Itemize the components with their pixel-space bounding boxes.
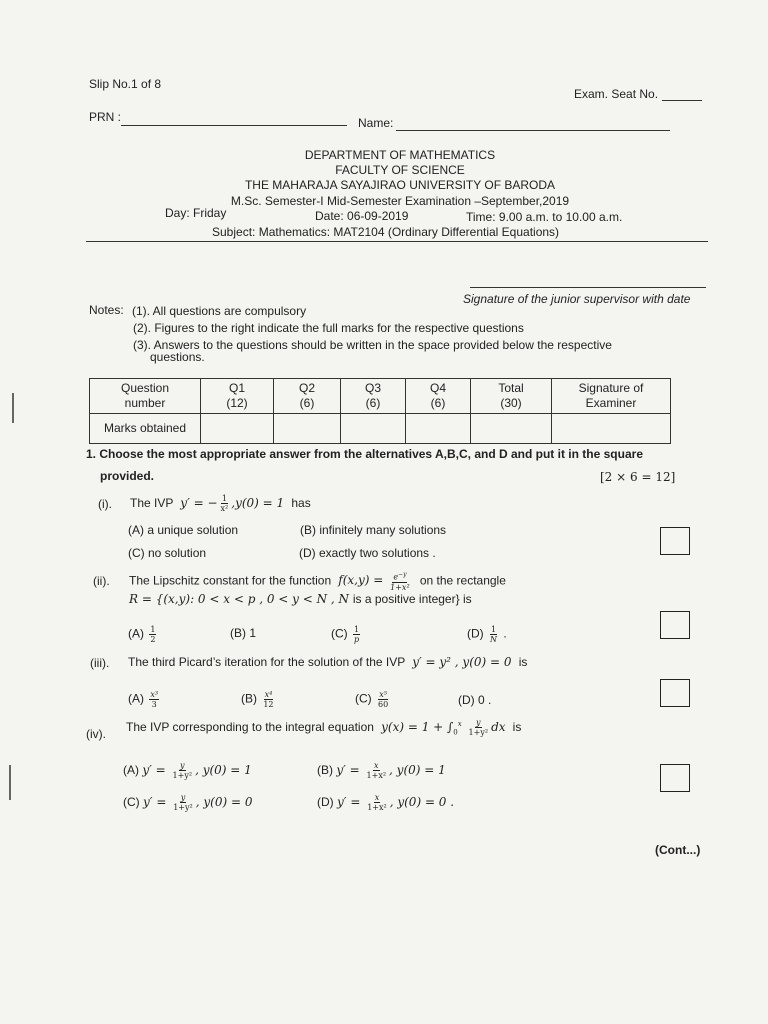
- exam-subject: Subject: Mathematics: MAT2104 (Ordinary Differential Equations): [212, 225, 560, 239]
- qiii-number: (iii).: [90, 656, 110, 670]
- note-1: (1). All questions are compulsory: [132, 304, 307, 318]
- qiii-answer-box[interactable]: [660, 679, 690, 707]
- qi-option-b: (B) infinitely many solutions: [300, 523, 447, 537]
- prn-label: PRN :: [89, 110, 122, 124]
- qiii-option-b: (B) $\frac{\text{x⁴}}{12}$: [241, 690, 274, 709]
- marks-q4-cell[interactable]: [406, 414, 471, 444]
- slip-number: Slip No.1 of 8: [89, 77, 162, 91]
- qiv-option-a: (A) y′ = $\frac{y}{\text{1+y²}}$ , y(0) = 1: [123, 761, 252, 780]
- question-1-heading-cont: provided.: [100, 469, 155, 483]
- qii-stem-line-2: R = {(x,y): 0 < x < p , 0 < y < N , N is a positive integer} is: [129, 592, 472, 606]
- exam-day: Day: Friday: [165, 206, 227, 220]
- marks-total-cell[interactable]: [471, 414, 552, 444]
- note-3: (3). Answers to the questions should be written in the space provided below the respective: [133, 338, 612, 352]
- table-header-question: Question number: [90, 379, 201, 414]
- table-row-label: Marks obtained: [90, 414, 201, 444]
- exam-seat-label: Exam. Seat No.: [574, 87, 659, 101]
- marks-q3-cell[interactable]: [341, 414, 406, 444]
- examiner-signature-cell[interactable]: [552, 414, 671, 444]
- qii-option-b: (B) 1: [230, 626, 257, 640]
- margin-mark-top: [12, 393, 14, 423]
- qiv-answer-box[interactable]: [660, 764, 690, 792]
- qii-answer-box[interactable]: [660, 611, 690, 639]
- table-header-total: Total (30): [471, 379, 552, 414]
- marks-table: [89, 378, 671, 444]
- qiii-option-d: (D) 0 .: [458, 693, 492, 707]
- note-3-cont: questions.: [150, 350, 205, 364]
- qiv-option-b: (B) y′ = $\frac{x}{\text{1+x²}}$ , y(0) = 1: [317, 761, 446, 780]
- qiv-number: (iv).: [86, 727, 106, 741]
- qii-stem: The Lipschitz constant for the function f(x,y) = $\frac{e^{-y}}{\text{1+x²}}$ on the rectangle: [129, 571, 506, 592]
- qii-option-c: (C) $\frac{1}{p}$: [331, 625, 360, 644]
- marks-q1-cell[interactable]: [201, 414, 274, 444]
- name-label: Name:: [358, 116, 394, 130]
- qi-answer-box[interactable]: [660, 527, 690, 555]
- margin-mark-bottom: [9, 765, 11, 800]
- qi-stem: The IVP y′ = − $\frac{1}{\text{x²}}$ ,y(0) = 1 has: [130, 494, 311, 513]
- qii-option-a: (A) $\frac{1}{2}$: [128, 625, 156, 644]
- header-rule: [86, 241, 708, 242]
- supervisor-signature-label: Signature of the junior supervisor with date: [463, 292, 691, 306]
- qi-option-d: (D) exactly two solutions .: [299, 546, 436, 560]
- table-header-signature: Signature of Examiner: [552, 379, 671, 414]
- university-title: THE MAHARAJA SAYAJIRAO UNIVERSITY OF BARODA: [244, 178, 556, 192]
- qiii-option-a: (A) $\frac{\text{x³}}{3}$: [128, 690, 159, 709]
- faculty-title: FACULTY OF SCIENCE: [335, 163, 465, 177]
- qi-option-a: (A) a unique solution: [128, 523, 239, 537]
- table-header-q2: Q2 (6): [274, 379, 341, 414]
- question-1-heading: 1. Choose the most appropriate answer from the alternatives A,B,C, and D and put it in the square: [86, 447, 643, 461]
- name-field[interactable]: [396, 130, 670, 131]
- qiv-stem: The IVP corresponding to the integral equation $y(x) = 1 + \int_0^x$ $\frac{y}{\text{1+y²}}$ dx is: [126, 718, 522, 737]
- table-header-q3: Q3 (6): [341, 379, 406, 414]
- note-2: (2). Figures to the right indicate the full marks for the respective questions: [133, 321, 524, 335]
- qi-number: (i).: [98, 497, 112, 511]
- exam-date: Date: 06-09-2019: [315, 209, 409, 223]
- supervisor-signature-line[interactable]: [470, 287, 706, 288]
- prn-field[interactable]: [121, 125, 347, 126]
- table-header-q1: Q1 (12): [201, 379, 274, 414]
- qiii-option-c: (C) $\frac{\text{x⁵}}{60}$: [355, 690, 389, 709]
- qii-number: (ii).: [93, 574, 110, 588]
- exam-seat-line[interactable]: [662, 100, 702, 101]
- marks-q2-cell[interactable]: [274, 414, 341, 444]
- exam-time: Time: 9.00 a.m. to 10.00 a.m.: [466, 210, 623, 224]
- exam-title: M.Sc. Semester-I Mid-Semester Examination –September,2019: [230, 194, 570, 208]
- continued-note: (Cont...): [655, 843, 701, 857]
- notes-label: Notes:: [89, 303, 124, 317]
- qi-option-c: (C) no solution: [128, 546, 207, 560]
- qiii-stem: The third Picard’s iteration for the solution of the IVP y′ = y² , y(0) = 0 is: [128, 655, 528, 669]
- question-1-marks: [2 × 6 = 12]: [600, 470, 676, 484]
- table-header-q4: Q4 (6): [406, 379, 471, 414]
- qiv-option-d: (D) y′ = $\frac{x}{\text{1+x²}}$ , y(0) = 0 .: [317, 793, 455, 812]
- department-title: DEPARTMENT OF MATHEMATICS: [304, 148, 496, 162]
- qii-option-d: (D) $\frac{1}{N}$ .: [467, 625, 507, 644]
- qiv-option-c: (C) y′ = $\frac{y}{\text{1+y²}}$ , y(0) = 0: [123, 793, 253, 812]
